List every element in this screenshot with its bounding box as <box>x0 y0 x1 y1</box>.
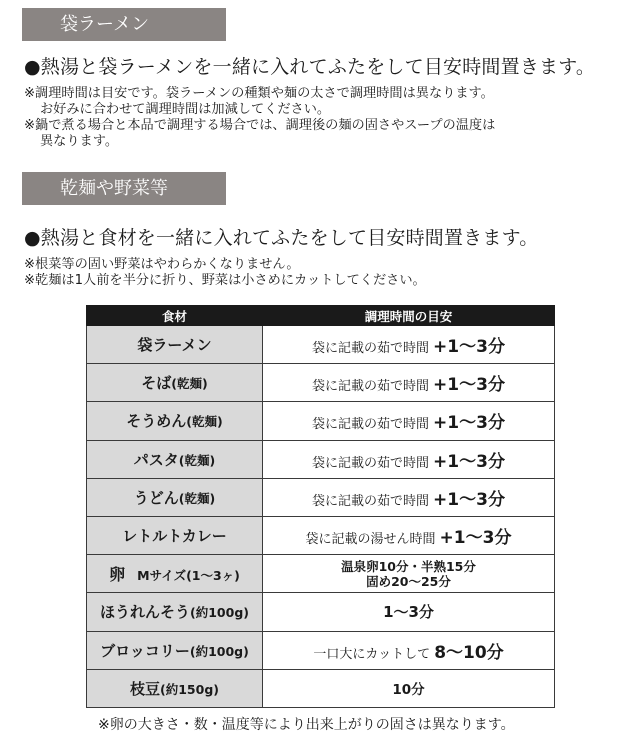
food-cell <box>87 402 263 440</box>
time-cell <box>263 631 555 669</box>
time-cell <box>263 593 555 631</box>
table-header-row <box>87 306 555 326</box>
time-text: 袋に記載の湯せん時間 <box>305 532 436 548</box>
time-value: +1～3分 <box>433 375 505 396</box>
food-qualifier: (約150g) <box>160 681 219 697</box>
time-cell <box>263 669 555 707</box>
food-cell <box>87 669 263 707</box>
food-name: ほうれんそう <box>100 603 191 622</box>
lead-text-bag-ramen: ●熱湯と袋ラーメンを一緒に入れてふたをして目安時間置きます。 <box>24 56 596 78</box>
time-value: +1～3分 <box>433 413 505 434</box>
time-value: +1～3分 <box>433 451 505 472</box>
food-name: 枝豆 <box>130 679 161 698</box>
time-text: 袋に記載の茹で時間 <box>312 493 430 509</box>
lead-text-dry-noodles: ●熱湯と食材を一緒に入れてふたをして目安時間置きます。 <box>24 227 539 249</box>
table-row <box>87 555 555 593</box>
food-qualifier: Mサイズ(1～3ヶ) <box>137 568 240 584</box>
time-text: 一口大にカットして <box>313 646 431 662</box>
time-text: 袋に記載の茹で時間 <box>312 417 430 433</box>
time-value: 8～10分 <box>434 642 504 663</box>
time-cell <box>263 402 555 440</box>
time-cell <box>263 478 555 516</box>
time-cell <box>263 555 555 593</box>
food-qualifier: (約100g) <box>189 643 249 659</box>
footnote: ※卵の大きさ・数・温度等により出来上がりの固さは異なります。 <box>98 717 515 733</box>
time-cell <box>263 440 555 478</box>
table-row <box>87 402 555 440</box>
time-cell <box>263 516 555 554</box>
notes-dry-noodles <box>24 257 426 289</box>
section-header-dry-noodles: 乾麺や野菜等 <box>22 172 226 205</box>
time-line: 固め20～25分 <box>366 573 451 589</box>
food-qualifier: (乾麺) <box>186 414 223 430</box>
food-name: 卵 <box>109 565 126 585</box>
time-value: 1～3分 <box>383 603 434 622</box>
food-name: パスタ <box>133 450 179 469</box>
time-value: +1～3分 <box>439 528 512 549</box>
table-row <box>87 631 555 669</box>
food-name: ブロッコリー <box>100 641 190 660</box>
food-name: レトルトカレー <box>122 527 227 546</box>
food-name: 袋ラーメン <box>137 336 212 355</box>
food-qualifier: (乾麺) <box>171 376 208 392</box>
time-line: 温泉卵10分・半熟15分 <box>341 558 476 574</box>
table-row <box>87 364 555 402</box>
table-row <box>87 326 555 364</box>
food-cell <box>87 326 263 364</box>
note-line: ※乾麺は1人前を半分に折り、野菜は小さめにカットしてください。 <box>24 273 426 288</box>
food-qualifier: (乾麺) <box>178 452 216 468</box>
column-header-time: 調理時間の目安 <box>263 306 555 326</box>
food-cell <box>87 631 263 669</box>
table-row <box>87 593 555 631</box>
notes-bag-ramen <box>24 86 495 150</box>
cooking-time-table <box>86 305 555 708</box>
time-value: +1～3分 <box>433 489 505 510</box>
food-cell <box>87 555 263 593</box>
note-line: ※根菜等の固い野菜はやわらかくなりません。 <box>24 257 300 272</box>
time-text: 袋に記載の茹で時間 <box>312 341 430 357</box>
time-value: 10分 <box>392 682 425 699</box>
food-cell <box>87 593 263 631</box>
time-cell <box>263 364 555 402</box>
food-qualifier: (約100g) <box>190 605 249 621</box>
note-line: お好みに合わせて調理時間は加減してください。 <box>40 102 331 117</box>
note-line: 異なります。 <box>40 134 119 149</box>
table-row <box>87 478 555 516</box>
food-name: そば <box>141 374 172 393</box>
food-cell <box>87 364 263 402</box>
time-text: 袋に記載の茹で時間 <box>312 455 430 471</box>
food-cell <box>87 516 263 554</box>
food-qualifier: (乾麺) <box>178 490 216 506</box>
note-line: ※調理時間は目安です。袋ラーメンの種類や麺の太さで調理時間は異なります。 <box>24 86 494 101</box>
note-line: ※鍋で煮る場合と本品で調理する場合では、調理後の麺の固さやスープの温度は <box>24 118 496 133</box>
table-row <box>87 669 555 707</box>
food-name: そうめん <box>126 412 187 431</box>
table-row <box>87 440 555 478</box>
food-cell <box>87 478 263 516</box>
section-header-bag-ramen: 袋ラーメン <box>22 8 226 41</box>
column-header-food: 食材 <box>87 306 263 326</box>
table-row <box>87 516 555 554</box>
time-cell <box>263 326 555 364</box>
food-cell <box>87 440 263 478</box>
food-name: うどん <box>133 488 179 507</box>
time-text: 袋に記載の茹で時間 <box>312 379 430 395</box>
time-value: +1～3分 <box>433 337 505 358</box>
